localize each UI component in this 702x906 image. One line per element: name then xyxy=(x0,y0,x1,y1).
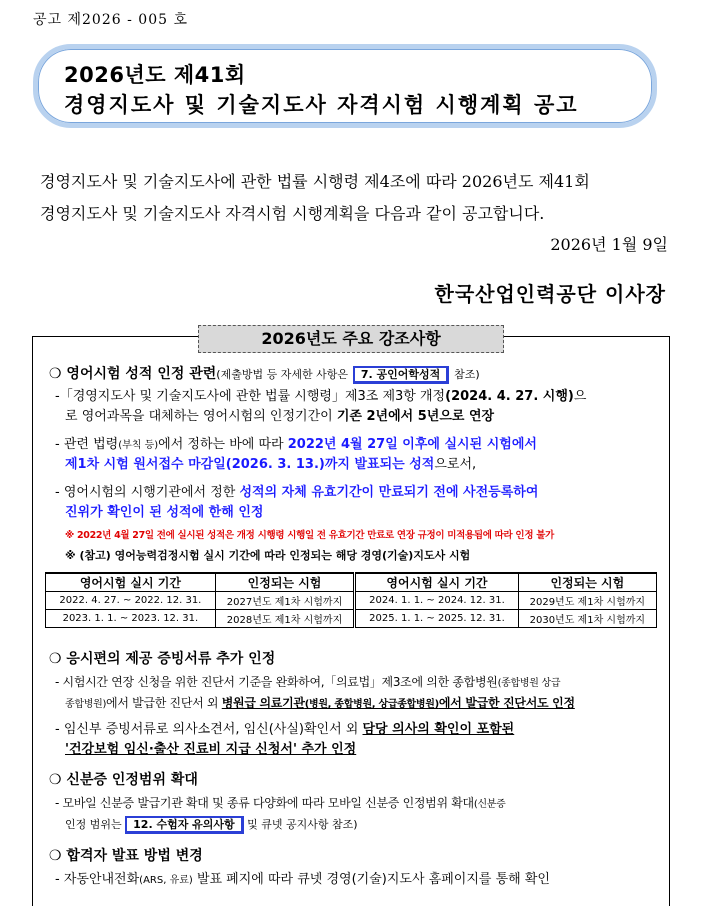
text: - 관련 법령 xyxy=(55,437,119,452)
section-heading: ❍ 합격자 발표 방법 변경 xyxy=(49,848,203,864)
section-note: (제출방법 등 자세한 사항은 xyxy=(216,368,348,381)
title-line-2: 경영지도사 및 기술지도사 자격시험 시행계획 공고 xyxy=(64,93,579,117)
intro-line-1: 경영지도사 및 기술지도사에 관한 법률 시행령 제4조에 따라 2026년도 제41회 xyxy=(40,172,590,191)
text: (병원, 종합병원, 상급종합병원) xyxy=(304,699,439,710)
english-note-2 xyxy=(65,547,470,565)
text: 에서 발급한 진단서 외 xyxy=(106,696,219,710)
accommodation-bullet-2-cont xyxy=(65,741,356,759)
text: 성적의 자체 유효기간이 만료되기 전에 사전등록하여 xyxy=(239,485,539,500)
section-english-test xyxy=(49,363,480,384)
text: 발표 폐지에 따라 큐넷 경영(기술)지도사 홈페이지를 통해 확인 xyxy=(196,872,550,887)
issuer: 한국산업인력공단 이사장 xyxy=(434,282,666,306)
text: 및 큐넷 공지사항 참조) xyxy=(247,818,358,831)
intro-line-2: 경영지도사 및 기술지도사 자격시험 시행계획을 다음과 같이 공고합니다. xyxy=(40,204,545,223)
table-cell: 2024. 1. 1. ~ 2024. 12. 31. xyxy=(355,592,518,610)
text: 담당 의사의 확인이 포함된 xyxy=(362,722,515,737)
english-bullet-1 xyxy=(55,388,586,406)
text: - 영어시험의 시행기관에서 정한 xyxy=(55,485,236,500)
text: 에서 발급한 진단서도 인정 xyxy=(438,696,575,710)
english-bullet-3 xyxy=(55,484,538,502)
text: 기존 2년에서 5년으로 연장 xyxy=(336,409,495,424)
table-cell: 2022. 4. 27. ~ 2022. 12. 31. xyxy=(46,592,216,610)
id-card-bullet-1-cont xyxy=(65,816,358,834)
text: 진위가 확인이 된 성적에 한해 인정 xyxy=(65,505,264,520)
table-row xyxy=(46,592,657,610)
notice-number: 공고 제2026 - 005 호 xyxy=(33,12,188,28)
intro-paragraph xyxy=(40,166,672,230)
english-period-table xyxy=(45,572,657,628)
english-bullet-2 xyxy=(55,436,537,455)
ref-examinee-notes[interactable]: 12. 수험자 유의사항 xyxy=(125,816,244,834)
ref-english-score[interactable]: 7. 공인어학성적 xyxy=(353,366,449,384)
text: (종합병원 상급 xyxy=(497,678,561,689)
text: 으로서, xyxy=(434,457,477,472)
text: 에서 정하는 바에 따라 xyxy=(158,437,284,452)
text: (부칙 등) xyxy=(118,440,159,451)
text: - 임신부 증빙서류로 의사소견서, 임신(사실)확인서 외 xyxy=(55,722,359,737)
english-bullet-3-cont xyxy=(65,504,263,522)
table-cell: 2023. 1. 1. ~ 2023. 12. 31. xyxy=(46,610,216,628)
english-bullet-1-cont xyxy=(65,408,494,426)
table-cell: 2030년도 제1차 시험까지 xyxy=(518,610,656,628)
text: 병원급 의료기관 xyxy=(221,696,305,710)
text: 2022년 4월 27일 이후에 실시된 시험에서 xyxy=(287,437,537,452)
text: - 모바일 신분증 발급기관 확대 및 종류 다양화에 따라 모바일 신분증 인정범위 확대 xyxy=(55,796,474,810)
english-bullet-2-cont xyxy=(65,456,476,474)
text: - 자동안내전화 xyxy=(55,872,140,887)
table-header: 영어시험 실시 기간 xyxy=(355,573,518,592)
text: (ARS, 유료) xyxy=(139,875,193,886)
section-note-end: 참조) xyxy=(454,368,480,381)
text: -「경영지도사 및 기술지도사에 관한 법률 시행령」제3조 제3항 개정 xyxy=(55,389,446,404)
table-cell: 2027년도 제1차 시험까지 xyxy=(215,592,354,610)
section-heading: ❍ 신분증 인정범위 확대 xyxy=(49,772,198,788)
table-header: 인정되는 시험 xyxy=(518,573,656,592)
notice-date: 2026년 1월 9일 xyxy=(550,235,668,254)
english-note-1 xyxy=(65,527,554,545)
section-id-card xyxy=(49,769,198,789)
highlights-box xyxy=(32,329,670,906)
table-cell: 2029년도 제1차 시험까지 xyxy=(518,592,656,610)
text: - 시험시간 연장 신청을 위한 진단서 기준을 완화하여,「의료법」제3조에 의한 종합병원 xyxy=(55,675,498,689)
result-bullet-1 xyxy=(55,871,550,890)
id-card-bullet-1 xyxy=(55,794,506,814)
section-heading: ❍ 영어시험 성적 인정 관련 xyxy=(49,366,217,382)
section-heading: ❍ 응시편의 제공 증빙서류 추가 인정 xyxy=(49,651,276,667)
text: 인정 범위는 xyxy=(65,818,122,831)
table-header: 인정되는 시험 xyxy=(215,573,354,592)
highlights-title: 2026년도 주요 강조사항 xyxy=(198,325,504,353)
text: ※ 2022년 4월 27일 전에 실시된 성적은 개정 시행령 시행일 전 유효기간 만료로 연장 규정이 미적용됨에 따라 인정 불가 xyxy=(65,530,554,541)
table-cell: 2025. 1. 1. ~ 2025. 12. 31. xyxy=(355,610,518,628)
table-cell: 2028년도 제1차 시험까지 xyxy=(215,610,354,628)
text: 종합병원) xyxy=(65,699,107,710)
table-header-row xyxy=(46,573,657,592)
accommodation-bullet-1 xyxy=(55,673,560,693)
section-accommodation xyxy=(49,648,275,668)
text: 제1차 시험 원서접수 마감일(2026. 3. 13.)까지 발표되는 성적 xyxy=(65,457,435,472)
title-line-1: 2026년도 제41회 xyxy=(64,63,246,87)
accommodation-bullet-2 xyxy=(55,721,514,739)
title-box xyxy=(33,44,657,128)
text: (신분증 xyxy=(473,799,506,810)
text: '건강보험 임신·출산 진료비 지급 신청서' 추가 인정 xyxy=(65,742,357,757)
section-result-announcement xyxy=(49,845,203,865)
table-header: 영어시험 실시 기간 xyxy=(46,573,216,592)
text: 으 xyxy=(573,389,587,404)
text: ※ (참고) 영어능력검정시험 실시 기간에 따라 인정되는 해당 경영(기술)지도사 시험 xyxy=(65,549,471,562)
accommodation-bullet-1-cont xyxy=(65,694,575,714)
text: (2024. 4. 27. 시행) xyxy=(445,389,574,404)
text: 로 영어과목을 대체하는 영어시험의 인정기간이 xyxy=(65,409,333,424)
table-row xyxy=(46,610,657,628)
